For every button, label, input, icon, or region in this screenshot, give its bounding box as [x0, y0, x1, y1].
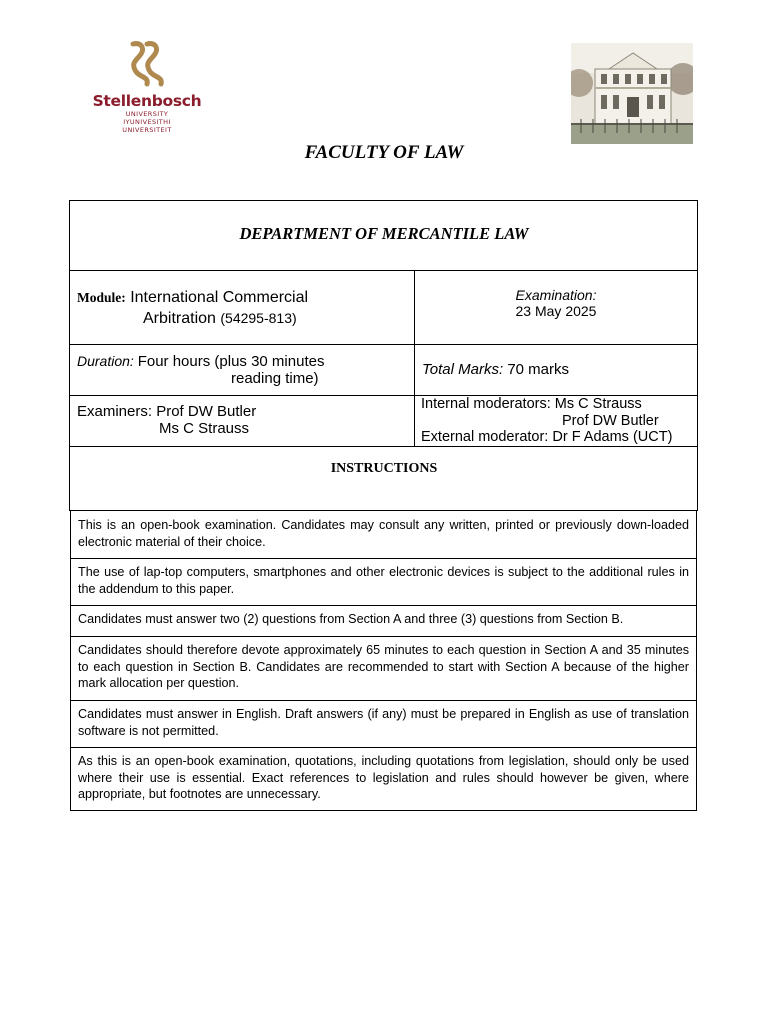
duration-info [77, 353, 324, 387]
duration-label: Duration: [77, 353, 134, 369]
internal-moderator-name: Ms C Strauss [554, 396, 642, 412]
duration-line2: reading time) [231, 370, 319, 387]
duration-line1: Four hours (plus 30 minutes [137, 353, 325, 370]
instruction-item: The use of lap-top computers, smartphones and other electronic devices is subject to the additional rules in the addendum to this paper. [70, 558, 697, 606]
instruction-item: As this is an open-book examination, quotations, including quotations from legislation, should only be used where their use is essential. Exact references to legislation and rules should however be given, where appropriate, but footnotes are unnecessary. [70, 747, 697, 811]
instruction-item: Candidates should therefore devote approximately 65 minutes to each question in Section A and 35 minutes to each question in Section B. Candidates are recommended to start with Section A because of the higher mark allocation per question. [70, 636, 697, 701]
university-sub-line: IYUNIVESITHI [123, 118, 171, 126]
examination-label: Examination: [515, 287, 597, 303]
instruction-item: Candidates must answer in English. Draft answers (if any) must be prepared in English as use of translation software is not permitted. [70, 700, 697, 748]
university-name: Stellenbosch [92, 92, 202, 110]
university-logo [78, 40, 216, 140]
total-marks-value: 70 marks [507, 361, 569, 378]
internal-moderator-name: Prof DW Butler [562, 412, 659, 429]
examiner-name: Ms C Strauss [159, 420, 250, 437]
instructions-heading-row [69, 446, 698, 511]
module-name-line2: Arbitration [143, 310, 216, 327]
examiners-label: Examiners: [77, 403, 153, 420]
examination-date: 23 May 2025 [515, 303, 597, 319]
university-sub-line: UNIVERSITEIT [122, 126, 172, 134]
examiners-info [77, 403, 256, 437]
instructions-title: INSTRUCTIONS [330, 461, 438, 476]
examination-info [414, 287, 698, 319]
module-info [77, 288, 308, 329]
module-code: (54295-813) [220, 310, 297, 326]
external-moderator-label: External moderator: [421, 429, 549, 445]
internal-moderators-label: Internal moderators: [421, 396, 551, 412]
instruction-item: This is an open-book examination. Candidates may consult any written, printed or previously down-loaded electronic material of their choice. [70, 511, 697, 559]
total-marks-info [422, 361, 569, 378]
faculty-title: FACULTY OF LAW [304, 142, 464, 163]
university-sub-line: UNIVERSITY [125, 110, 169, 118]
module-label: Module: [77, 290, 126, 305]
law-building-photo [571, 43, 693, 144]
moderators-info [421, 396, 672, 446]
university-crest-icon [127, 40, 167, 90]
module-name-line1: International Commercial [130, 289, 309, 306]
examiner-name: Prof DW Butler [156, 403, 257, 420]
total-marks-label: Total Marks: [422, 361, 504, 378]
external-moderator-name: Dr F Adams (UCT) [552, 429, 673, 445]
department-title: DEPARTMENT OF MERCANTILE LAW [239, 224, 529, 243]
instruction-item: Candidates must answer two (2) questions from Section A and three (3) questions from Section B. [70, 605, 697, 637]
